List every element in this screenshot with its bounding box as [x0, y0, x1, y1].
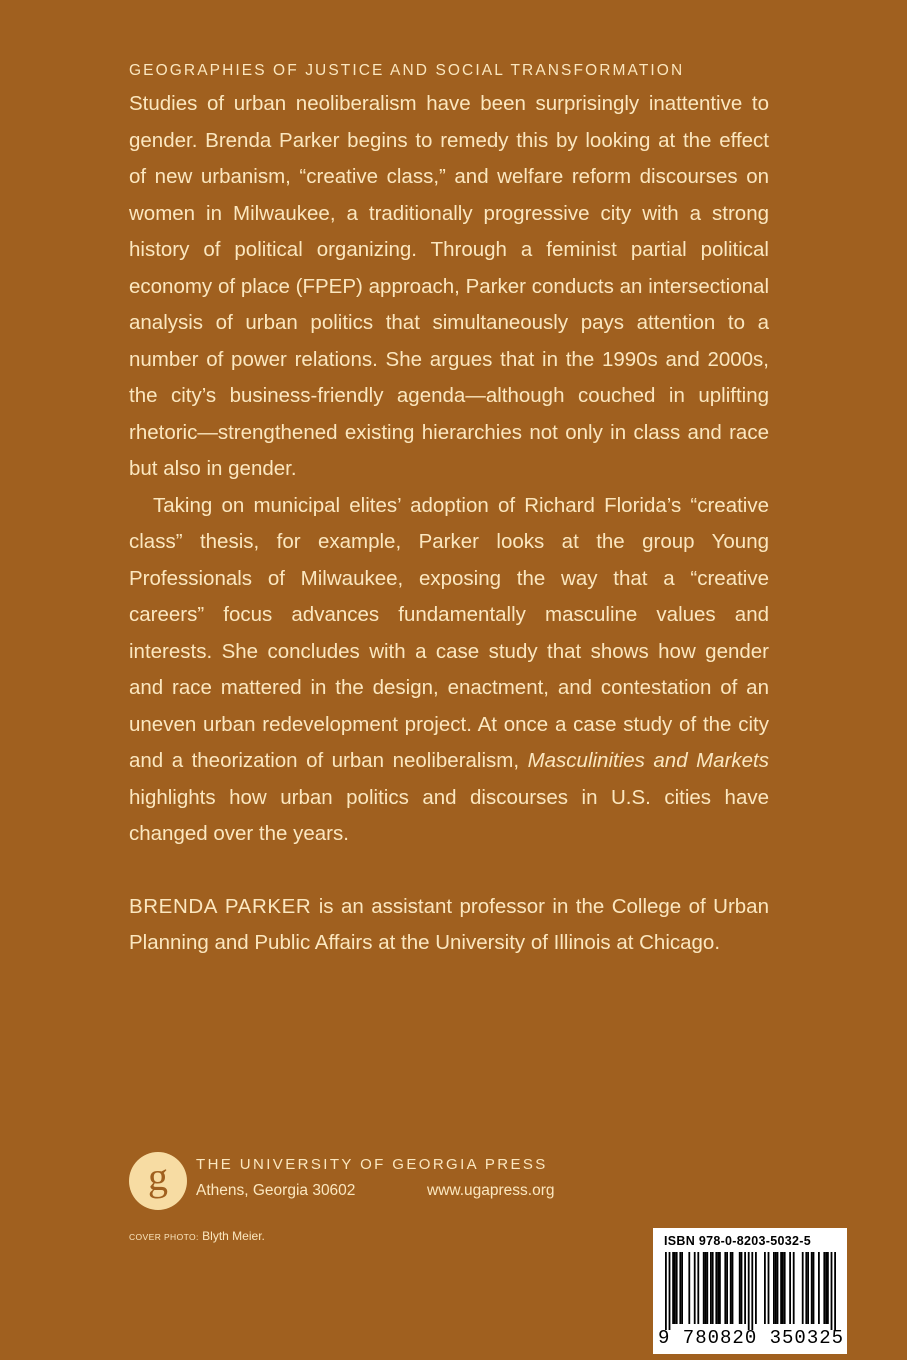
isbn-barcode [653, 1228, 847, 1354]
barcode-bar [674, 1252, 676, 1324]
barcode-bar [712, 1252, 714, 1324]
barcode-bar [744, 1252, 746, 1324]
author-bio [129, 889, 769, 962]
press-logo-letter: g [148, 1154, 168, 1199]
barcode-bar [777, 1252, 779, 1324]
barcode-bar [672, 1252, 674, 1324]
blurb-paragraph-2 [129, 488, 769, 853]
barcode-bar [676, 1252, 678, 1324]
barcode-bar [764, 1252, 766, 1324]
barcode-bar [694, 1252, 696, 1324]
barcode-bar [773, 1252, 775, 1324]
barcode-bar [755, 1252, 757, 1324]
barcode-bar [782, 1252, 784, 1324]
barcode-bar [825, 1252, 827, 1324]
barcode-bar [784, 1252, 786, 1324]
barcode-bar [730, 1252, 732, 1324]
barcode-bar [823, 1252, 825, 1324]
barcode-bar [724, 1252, 726, 1324]
barcode-bar [831, 1252, 833, 1330]
barcode-bar [726, 1252, 728, 1324]
barcode-digits: 9 780820 350325 [658, 1327, 845, 1349]
series-title: GEOGRAPHIES OF JUSTICE AND SOCIAL TRANSFORMATION [129, 62, 685, 79]
barcode-bar [703, 1252, 705, 1324]
barcode-bar [697, 1252, 699, 1324]
barcode-bar [813, 1252, 815, 1324]
barcode-bar [665, 1252, 667, 1330]
barcode-bar [811, 1252, 813, 1324]
press-logo-icon [129, 1152, 187, 1210]
cover-photo-credit [129, 1229, 265, 1243]
barcode-bar [739, 1252, 741, 1324]
barcode-bar [827, 1252, 829, 1324]
barcode-bar [706, 1252, 708, 1324]
cover-credit-label: COVER PHOTO: [129, 1232, 199, 1242]
barcode-bar [688, 1252, 690, 1324]
barcode-bar [818, 1252, 820, 1324]
barcode-bar [807, 1252, 809, 1324]
press-url: www.ugapress.org [427, 1182, 555, 1199]
author-bio-text: is an assistant professor in the College of Urban Planning and Public Affairs at the University of Illinois at Chicago. [129, 894, 769, 954]
barcode-bar [717, 1252, 719, 1324]
barcode-bar [705, 1252, 707, 1324]
barcode-bar [681, 1252, 683, 1324]
isbn-label: ISBN 978-0-8203-5032-5 [664, 1234, 811, 1248]
press-name: THE UNIVERSITY OF GEORGIA PRESS [196, 1156, 548, 1173]
barcode-bar [775, 1252, 777, 1324]
press-address: Athens, Georgia 30602 [196, 1182, 356, 1199]
barcode-bar [732, 1252, 734, 1324]
barcode-bar [751, 1252, 753, 1330]
back-cover-blurb [129, 86, 769, 962]
barcode-bar [793, 1252, 795, 1324]
barcode-bar [710, 1252, 712, 1324]
barcode-bar [719, 1252, 721, 1324]
publisher-block [129, 1152, 629, 1212]
book-title: Masculinities and Markets [527, 749, 769, 772]
barcode-bar [741, 1252, 743, 1324]
barcode-bar [679, 1252, 681, 1324]
author-name: BRENDA PARKER [129, 894, 312, 918]
barcode-bar [669, 1252, 671, 1330]
barcode-bars-icon [653, 1250, 847, 1330]
barcode-bar [715, 1252, 717, 1324]
barcode-bar [802, 1252, 804, 1324]
blurb-paragraph-1: Studies of urban neoliberalism have been surprisingly inattentive to gender. Brenda Parker begins to remedy this by looking at the effect of new urbanism, “creative class,” and welfare reform discourses on women in Milwaukee, a traditionally progressive city with a strong history of political organizing. Through a feminist partial political economy of place (FPEP) approach, Parker conducts an intersectional analysis of urban politics that simultaneously pays attention to a number of power relations. She argues that in the 1990s and 2000s, the city’s business-friendly agenda—although couched in uplifting rhetoric—strengthened existing hierarchies not only in class and race but also in gender. [129, 92, 769, 480]
barcode-bar [834, 1252, 836, 1330]
barcode-bar [748, 1252, 750, 1330]
barcode-bar [805, 1252, 807, 1324]
barcode-bar [768, 1252, 770, 1324]
barcode-bar [780, 1252, 782, 1324]
cover-credit-name: Blyth Meier. [202, 1229, 265, 1243]
blurb-paragraph-2-text-b: highlights how urban politics and discourses in U.S. cities have changed over the years. [129, 785, 769, 845]
blurb-paragraph-2-text-a: Taking on municipal elites’ adoption of Richard Florida’s “creative class” thesis, for example, Parker looks at the group Young Professionals of Milwaukee, exposing the way that a “creative careers” focus advances fundamentally masculine values and interests. She concludes with a case study that shows how gender and race mattered in the design, enactment, and contestation of an uneven urban redevelopment project. At once a case study of the city and a theorization of urban neoliberalism, [129, 493, 769, 772]
barcode-bar [789, 1252, 791, 1324]
